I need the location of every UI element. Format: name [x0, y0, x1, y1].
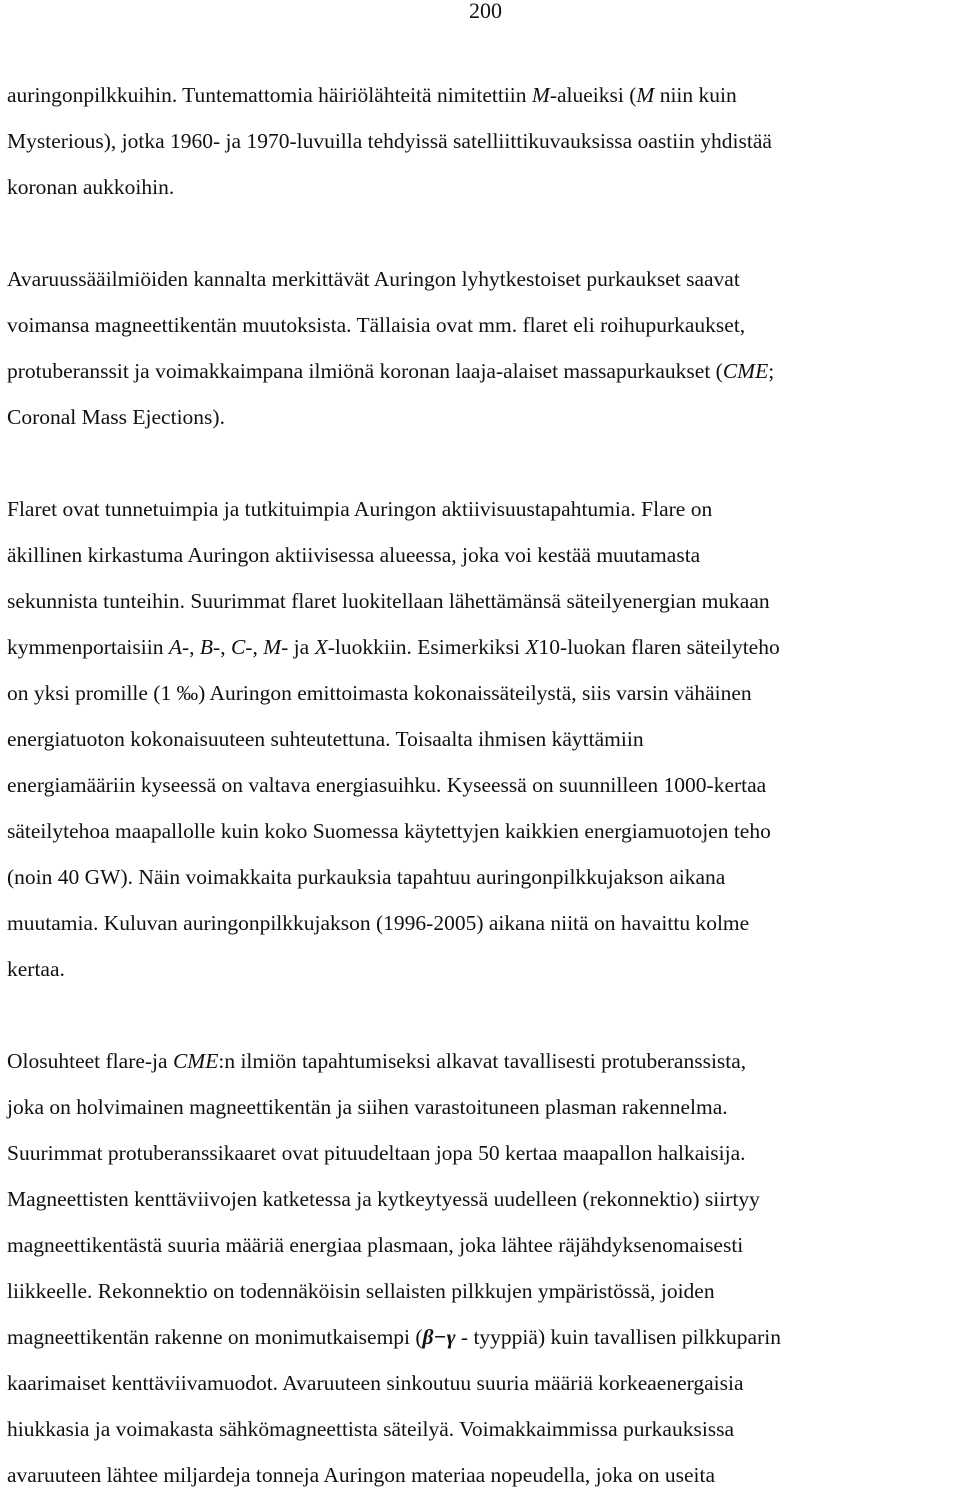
text-run: Coronal Mass Ejections). — [7, 405, 225, 429]
paragraph-flares — [7, 486, 959, 992]
text-run: protuberanssit ja voimakkaimpana ilmiönä koronan laaja-alaiset massapurkaukset ( — [7, 359, 723, 383]
text-line — [7, 1452, 959, 1498]
page-number — [0, 0, 960, 24]
text-run: auringonpilkkuihin. Tuntemattomia häiriölähteitä nimitettiin — [7, 83, 532, 107]
text-line — [7, 670, 959, 716]
text-line — [7, 808, 959, 854]
emphasized-text: M — [531, 83, 550, 107]
emphasized-text: X — [314, 635, 328, 659]
text-run: -alueiksi ( — [549, 83, 637, 107]
text-run: -, — [213, 635, 231, 659]
text-line — [7, 1084, 959, 1130]
text-line — [7, 1360, 959, 1406]
text-run: kymmenportaisiin — [7, 635, 169, 659]
paragraph-mysterious-regions — [7, 72, 959, 210]
document-body — [7, 72, 959, 1498]
emphasized-text: CME — [172, 1049, 219, 1073]
text-run: sekunnista tunteihin. Suurimmat flaret luokitellaan lähettämänsä säteilyenergian mukaan — [7, 589, 770, 613]
text-line — [7, 1176, 959, 1222]
text-run: Olosuhteet flare-ja — [7, 1049, 173, 1073]
text-line — [7, 164, 959, 210]
text-run: -luokkiin. Esimerkiksi — [327, 635, 526, 659]
text-line — [7, 118, 959, 164]
emphasized-text: A — [168, 635, 182, 659]
text-run: :n ilmiön tapahtumiseksi alkavat tavallisesti protuberanssista, — [218, 1049, 747, 1073]
text-run: voimansa magneettikentän muutoksista. Tällaisia ovat mm. flaret eli roihupurkaukset, — [7, 313, 746, 337]
text-line — [7, 1406, 959, 1452]
text-run: niin kuin — [654, 83, 737, 107]
text-line — [7, 1314, 959, 1360]
emphasized-text: β−γ — [422, 1325, 456, 1349]
text-line — [7, 1222, 959, 1268]
text-run: magneettikentästä suuria määriä energiaa plasmaan, joka lähtee räjähdyksenomaisesti — [7, 1233, 744, 1257]
text-run: on yksi promille (1 ‰) Auringon emittoimasta kokonaissäteilystä, siis varsin vähäinen — [7, 681, 752, 705]
text-run: ; — [768, 359, 775, 383]
text-run: -, — [181, 635, 200, 659]
page-number-text: 200 — [469, 0, 502, 23]
text-run: energiatuoton kokonaisuuteen suhteutettuna. Toisaalta ihmisen käyttämiin — [7, 727, 644, 751]
text-line — [7, 302, 959, 348]
text-line — [7, 72, 959, 118]
text-run: kertaa. — [7, 957, 65, 981]
text-line — [7, 716, 959, 762]
text-line — [7, 256, 959, 302]
text-run: - tyyppiä) kuin tavallisen pilkkuparin — [455, 1325, 781, 1349]
text-line — [7, 946, 959, 992]
text-run: avaruuteen lähtee miljardeja tonneja Auringon materiaa nopeudella, joka on useita — [7, 1463, 716, 1487]
text-line — [7, 854, 959, 900]
text-run: Mysterious), jotka 1960- ja 1970-luvuilla tehdyissä satelliittikuvauksissa oastiin yhdistää — [7, 129, 772, 153]
text-run: hiukkasia ja voimakasta sähkömagneettista säteilyä. Voimakkaimmissa purkauksissa — [7, 1417, 735, 1441]
text-line — [7, 1130, 959, 1176]
text-run: liikkeelle. Rekonnektio on todennäköisin sellaisten pilkkujen ympäristössä, joiden — [7, 1279, 715, 1303]
text-run: energiamääriin kyseessä on valtava energiasuihku. Kyseessä on suunnilleen 1000-kertaa — [7, 773, 767, 797]
text-run: -, — [245, 635, 264, 659]
emphasized-text: CME — [722, 359, 769, 383]
text-run: Magneettisten kenttäviivojen katketessa ja kytkeytyessä uudelleen (rekonnektio) siirtyy — [7, 1187, 760, 1211]
text-line — [7, 900, 959, 946]
paragraph-flare-cme-conditions — [7, 1038, 959, 1498]
text-line — [7, 762, 959, 808]
text-run: äkillinen kirkastuma Auringon aktiivisessa alueessa, joka voi kestää muutamasta — [7, 543, 701, 567]
text-run: joka on holvimainen magneettikentän ja siihen varastoituneen plasman rakennelma. — [7, 1095, 728, 1119]
text-line — [7, 532, 959, 578]
text-run: koronan aukkoihin. — [7, 175, 175, 199]
text-line — [7, 486, 959, 532]
text-line — [7, 348, 959, 394]
paragraph-space-weather-eruptions — [7, 256, 959, 440]
text-run: Avaruussääilmiöiden kannalta merkittävät Auringon lyhytkestoiset purkaukset saavat — [7, 267, 740, 291]
emphasized-text: M — [636, 83, 655, 107]
emphasized-text: B — [199, 635, 214, 659]
text-run: - ja — [281, 635, 315, 659]
text-run: säteilytehoa maapallolle kuin koko Suomessa käytettyjen kaikkien energiamuotojen teho — [7, 819, 771, 843]
text-line — [7, 394, 959, 440]
text-line — [7, 1268, 959, 1314]
emphasized-text: C — [230, 635, 246, 659]
emphasized-text: M — [263, 635, 282, 659]
text-run: Suurimmat protuberanssikaaret ovat pituudeltaan jopa 50 kertaa maapallon halkaisija. — [7, 1141, 746, 1165]
text-line — [7, 578, 959, 624]
text-line — [7, 624, 959, 670]
text-line — [7, 1038, 959, 1084]
text-run: 10-luokan flaren säteilyteho — [538, 635, 780, 659]
text-run: kaarimaiset kenttäviivamuodot. Avaruuteen sinkoutuu suuria määriä korkeaenergaisia — [7, 1371, 744, 1395]
text-run: muutamia. Kuluvan auringonpilkkujakson (1996-2005) aikana niitä on havaittu kolme — [7, 911, 750, 935]
emphasized-text: X — [525, 635, 539, 659]
text-run: magneettikentän rakenne on monimutkaisempi ( — [7, 1325, 423, 1349]
text-run: Flaret ovat tunnetuimpia ja tutkituimpia Auringon aktiivisuustapahtumia. Flare on — [7, 497, 713, 521]
text-run: (noin 40 GW). Näin voimakkaita purkauksia tapahtuu auringonpilkkujakson aikana — [7, 865, 726, 889]
